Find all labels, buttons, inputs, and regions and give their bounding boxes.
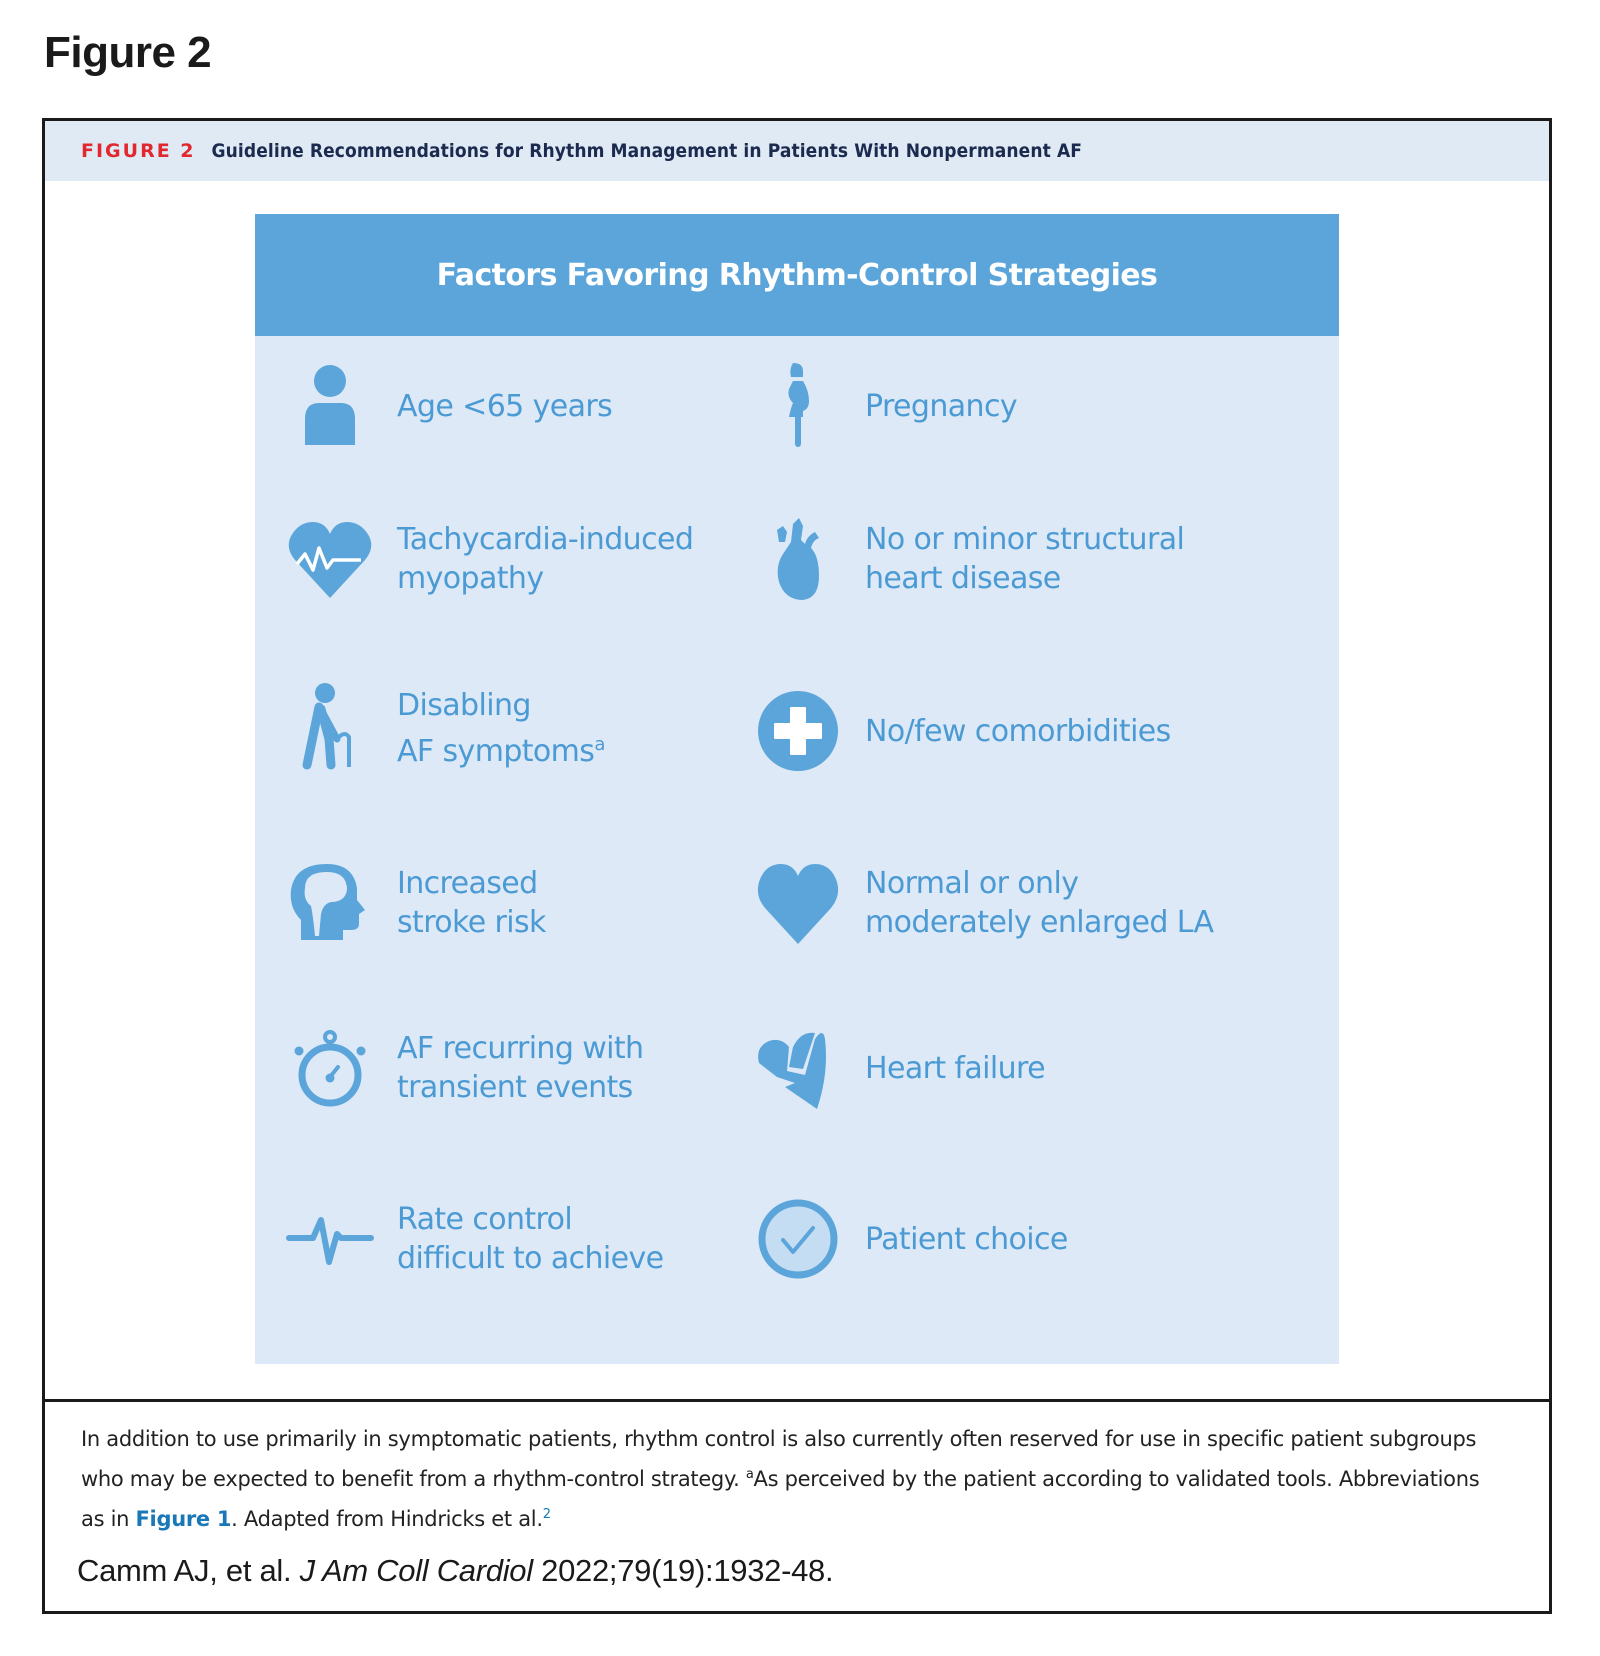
journal-name: J Am Coll Cardiol: [299, 1553, 533, 1588]
factor-label: Normal or only moderately enlarged LA: [865, 866, 1214, 940]
caption-divider: [45, 1399, 1549, 1402]
citation: Camm AJ, et al. J Am Coll Cardiol 2022;79(19):1932-48.: [77, 1553, 834, 1588]
factor-item-heart-failure: [753, 1023, 1045, 1113]
medical-cross-icon: [753, 686, 843, 776]
figure-caption: In addition to use primarily in symptomatic patients, rhythm control is also currently often reserved for use in specific patient subgroups who may be expected to benefit from a rhythm-control strategy. $^a$As perceived by the patient according to validated tools. Abbreviations as in Figure 1. Adapted from Hindricks et al.$^2$: [81, 1427, 1480, 1531]
figure-1-link[interactable]: Figure 1: [135, 1507, 232, 1531]
factor-item-la: [753, 858, 1213, 948]
broken-heart-icon: [753, 1023, 843, 1113]
figure-heading: Figure 2: [44, 28, 212, 77]
factor-label: Rate control difficult to achieve: [397, 1202, 664, 1276]
factor-label: AF recurring with transient events: [397, 1031, 644, 1105]
check-circle-icon: [753, 1194, 843, 1284]
factor-label: Tachycardia-induced myopathy: [397, 522, 694, 596]
factor-item-pregnancy: [753, 361, 1017, 451]
factor-item-stroke: [285, 858, 546, 948]
factor-label: Disabling AF symptoms$^a$: [397, 687, 605, 769]
factor-label: No or minor structural heart disease: [865, 522, 1185, 596]
person-icon: [285, 361, 375, 451]
factor-label: Patient choice: [865, 1221, 1068, 1257]
factor-label: Pregnancy: [865, 388, 1017, 424]
figure-title: Guideline Recommendations for Rhythm Management in Patients With Nonpermanent AF: [211, 140, 1083, 162]
factor-item-age: [285, 361, 612, 451]
factor-label: Age <65 years: [397, 388, 613, 424]
factor-label: Heart failure: [865, 1050, 1045, 1086]
factor-item-rate-control: [285, 1194, 664, 1284]
heart-pulse-icon: [285, 514, 375, 604]
factor-item-patient-choice: [753, 1194, 1068, 1284]
elderly-cane-icon: [285, 683, 375, 773]
stopwatch-icon: [285, 1023, 375, 1113]
factor-item-comorbidities: [753, 686, 1171, 776]
heart-icon: [753, 858, 843, 948]
reference-link[interactable]: 2: [542, 1507, 551, 1522]
footnote-a: a: [594, 733, 605, 755]
panel-header: Factors Favoring Rhythm-Control Strategies: [255, 214, 1339, 336]
factor-item-recurring: [285, 1023, 643, 1113]
factor-item-symptoms: [285, 683, 605, 773]
brain-head-icon: [285, 858, 375, 948]
factors-panel: [255, 214, 1339, 1364]
figure-label: FIGURE 2: [81, 140, 196, 162]
ecg-waveform-icon: [285, 1194, 375, 1284]
pregnant-woman-icon: [753, 361, 843, 451]
figure-frame: [42, 118, 1552, 1614]
anatomical-heart-icon: [753, 514, 843, 604]
factor-label: No/few comorbidities: [865, 713, 1171, 749]
figure-titlebar: [45, 121, 1549, 181]
factor-label: Increased stroke risk: [397, 866, 546, 940]
factor-item-structural: [753, 514, 1184, 604]
factor-item-tachycardia: [285, 514, 693, 604]
